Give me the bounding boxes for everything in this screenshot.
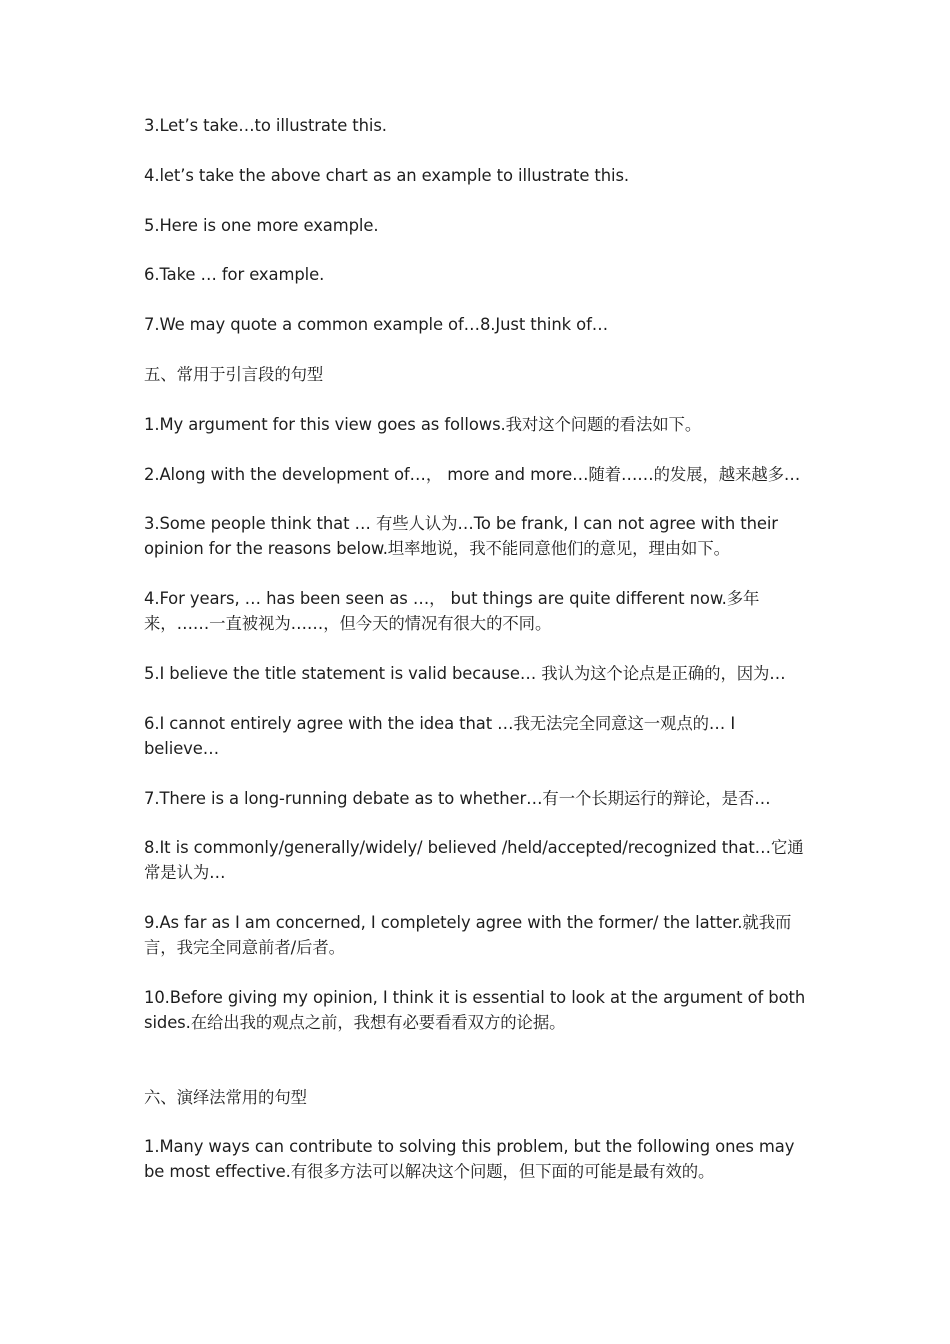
paragraph-deduction-1: 1.Many ways can contribute to solving this problem, but the following ones may be most effective.有很多方法可以解决这个问题，但下面的可能是最有效的。	[144, 1137, 795, 1182]
paragraph-intro-4: 4.For years, … has been seen as …， but things are quite different now.多年来，……一直被视为……，但今天的情况有很大的不同。	[144, 589, 760, 634]
paragraph-intro-8: 8.It is commonly/generally/widely/ believed /held/accepted/recognized that…它通常是认为…	[144, 838, 804, 883]
paragraph-intro-3: 3.Some people think that … 有些人认为…To be frank, I can not agree with their opinion for the reasons below.坦率地说，我不能同意他们的意见，理由如下。	[144, 514, 778, 559]
section-heading-6: 六、演绎法常用的句型	[144, 1087, 307, 1107]
paragraph-intro-10: 10.Before giving my opinion, I think it is essential to look at the argument of both sides.在给出我的观点之前，我想有必要看看双方的论据。	[144, 987, 806, 1032]
paragraph-intro-2: 2.Along with the development of…， more and more…随着……的发展，越来越多…	[144, 464, 801, 484]
paragraph-intro-6: 6.I cannot entirely agree with the idea that …我无法完全同意这一观点的… I believe…	[144, 713, 736, 758]
paragraph-example-6: 6.Take … for example.	[144, 265, 325, 285]
paragraph-intro-7: 7.There is a long-running debate as to whether…有一个长期运行的辩论，是否…	[144, 788, 771, 808]
paragraph-intro-1: 1.My argument for this view goes as follows.我对这个问题的看法如下。	[144, 414, 702, 434]
paragraph-intro-9: 9.As far as I am concerned, I completely agree with the former/ the latter.就我而言，我完全同意前者/后者。	[144, 913, 792, 958]
section-heading-5: 五、常用于引言段的句型	[144, 364, 324, 384]
paragraph-intro-5: 5.I believe the title statement is valid because… 我认为这个论点是正确的，因为…	[144, 663, 786, 683]
paragraph-example-4: 4.let’s take the above chart as an example to illustrate this.	[144, 165, 630, 185]
document-body	[144, 113, 814, 1209]
blank-line	[144, 1060, 814, 1085]
paragraph-example-5: 5.Here is one more example.	[144, 215, 379, 235]
paragraph-example-3: 3.Let’s take…to illustrate this.	[144, 116, 387, 135]
paragraph-example-7-8: 7.We may quote a common example of…8.Just think of…	[144, 315, 609, 335]
